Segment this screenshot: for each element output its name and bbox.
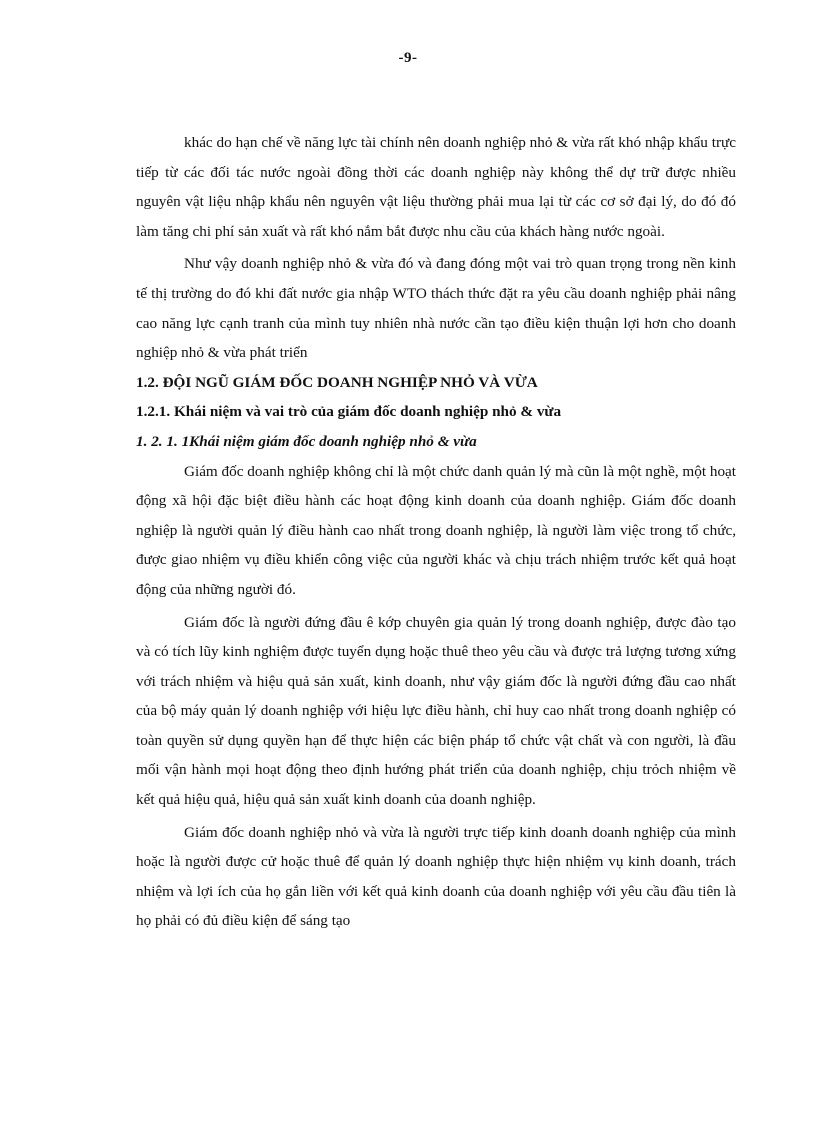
- section-heading-1-2-1-1: 1. 2. 1. 1Khái niệm giám đốc doanh nghiệp nhỏ & vừa: [136, 432, 477, 450]
- section-heading-1-2: 1.2. ĐỘI NGŨ GIÁM ĐỐC DOANH NGHIỆP NHỎ VÀ VỪA: [136, 373, 538, 391]
- paragraph-sme-director: Giám đốc doanh nghiệp nhỏ và vừa là người trực tiếp kinh doanh doanh nghiệp của mình hoặc là người được cử hoặc thuê để quản lý doanh nghiệp thực hiện nhiệm vụ kinh doanh, trách nhiệm và lợi ích của họ gắn liền với kết quả kinh doanh của doanh nghiệp với yêu cầu đầu tiên là họ phải có đủ điều kiện để sáng tạo: [136, 823, 736, 930]
- paragraph-import-limitations: khác do hạn chế về năng lực tài chính nên doanh nghiệp nhỏ & vừa rất khó nhập khẩu trực tiếp từ các đối tác nước ngoài đồng thời các doanh nghiệp này không thể dự trữ được nhiều nguyên vật liệu nhập khẩu nên nguyên vật liệu thường phải mua lại từ các cơ sở đại lý, do đó đó làm tăng chi phí sản xuất và rất khó nắm bắt được nhu cầu của khách hàng nước ngoài.: [136, 134, 736, 240]
- section-heading-1-2-1: 1.2.1. Khái niệm và vai trò của giám đốc doanh nghiệp nhỏ & vừa: [136, 403, 562, 421]
- page-content: [136, 128, 736, 936]
- paragraph-director-definition: Giám đốc doanh nghiệp không chỉ là một chức danh quản lý mà cũn là một nghề, một hoạt động xã hội đặc biệt điều hành các hoạt động kinh doanh của doanh nghiệp. Giám đốc doanh nghiệp là người quản lý điều hành cao nhất trong doanh nghiệp, là người làm việc trong tổ chức, được giao nhiệm vụ điều khiển công việc của người khác và chịu trách nhiệm trước kết quả hoạt động của những người đó.: [136, 462, 736, 598]
- paragraph-director-leadership: Giám đốc là người đứng đầu ê kớp chuyên gia quản lý trong doanh nghiệp, được đào tạo và có tích lũy kinh nghiệm được tuyển dụng hoặc thuê theo yêu cầu và được trả lượng tương xứng với trách nhiệm và hiệu quả sản xuất, kinh doanh, như vậy giám đốc là người đứng đầu cao nhất của bộ máy quản lý doanh nghiệp với hiệu lực điều hành, chỉ huy cao nhất trong doanh nghiệp có toàn quyền sử dụng quyền hạn để thực hiện các biện pháp tổ chức vật chất và con người, là đầu mối vận hành mọi hoạt động theo định hướng phát triển của doanh nghiệp, chịu trỏch nhiệm về kết quả hiệu quả, hiệu quả sản xuất kinh doanh của doanh nghiệp.: [136, 613, 736, 809]
- page-number: -9-: [398, 50, 418, 66]
- paragraph-sme-role-wto: Như vậy doanh nghiệp nhỏ & vừa đó và đang đóng một vai trò quan trọng trong nền kinh tế thị trường do đó khi đất nước gia nhập WTO thách thức đặt ra yêu cầu doanh nghiệp phải nâng cao năng lực cạnh tranh của mình tuy nhiên nhà nước cần tạo điều kiện thuận lợi hơn cho doanh nghiệp nhỏ & vừa phát triển: [136, 255, 736, 362]
